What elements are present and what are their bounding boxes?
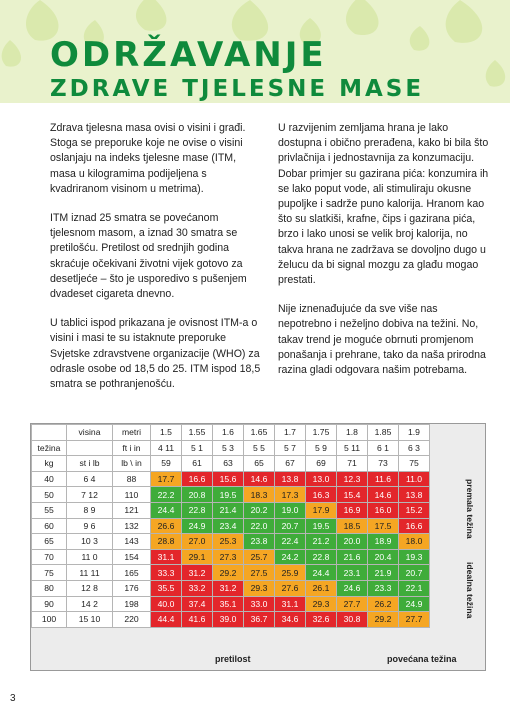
- bmi-value-cell: 19.5: [213, 487, 244, 503]
- weight-cell: 65: [32, 534, 67, 550]
- bmi-value-cell: 33.3: [151, 565, 182, 581]
- weight-cell: 70: [32, 549, 67, 565]
- bmi-value-cell: 31.1: [151, 549, 182, 565]
- bmi-value-cell: 33.2: [182, 580, 213, 596]
- bmi-value-cell: 13.8: [275, 471, 306, 487]
- bmi-value-cell: 21.2: [306, 534, 337, 550]
- weight-cell: 15 10: [67, 612, 113, 628]
- weight-cell: 121: [113, 502, 151, 518]
- table-header-cell: 65: [244, 456, 275, 472]
- table-row: [32, 487, 430, 503]
- weight-cell: 198: [113, 596, 151, 612]
- bmi-value-cell: 14.6: [368, 487, 399, 503]
- bmi-value-cell: 22.8: [306, 549, 337, 565]
- bmi-value-cell: 11.0: [399, 471, 430, 487]
- table-header-cell: 1.65: [244, 425, 275, 441]
- bmi-value-cell: 20.7: [275, 518, 306, 534]
- right-column: [278, 121, 490, 392]
- bmi-value-cell: 27.7: [399, 612, 430, 628]
- bmi-value-cell: 18.9: [368, 534, 399, 550]
- table-header-cell: 1.55: [182, 425, 213, 441]
- weight-cell: 90: [32, 596, 67, 612]
- bmi-value-cell: 22.1: [399, 580, 430, 596]
- bmi-value-cell: 25.3: [213, 534, 244, 550]
- page-number: 3: [10, 693, 16, 704]
- table-header-cell: 67: [275, 456, 306, 472]
- weight-cell: 100: [32, 612, 67, 628]
- bmi-value-cell: 21.4: [213, 502, 244, 518]
- bmi-value-cell: 31.2: [182, 565, 213, 581]
- weight-cell: 80: [32, 580, 67, 596]
- table-header-cell: 1.8: [337, 425, 368, 441]
- weight-cell: 40: [32, 471, 67, 487]
- table-row: [32, 534, 430, 550]
- weight-cell: 176: [113, 580, 151, 596]
- table-header-cell: 75: [399, 456, 430, 472]
- table-header-cell: visina: [67, 425, 113, 441]
- bmi-value-cell: 21.6: [337, 549, 368, 565]
- weight-cell: 88: [113, 471, 151, 487]
- table-header-cell: 61: [182, 456, 213, 472]
- weight-cell: 12 8: [67, 580, 113, 596]
- table-header-cell: 1.75: [306, 425, 337, 441]
- bmi-value-cell: 20.7: [399, 565, 430, 581]
- table-row: [32, 565, 430, 581]
- bmi-value-cell: 20.8: [182, 487, 213, 503]
- weight-cell: 11 11: [67, 565, 113, 581]
- bmi-value-cell: 27.3: [213, 549, 244, 565]
- bmi-value-cell: 13.0: [306, 471, 337, 487]
- bmi-table: [31, 424, 430, 628]
- bmi-value-cell: 15.4: [337, 487, 368, 503]
- table-header-cell: kg: [32, 456, 67, 472]
- weight-cell: 10 3: [67, 534, 113, 550]
- bmi-value-cell: 29.2: [368, 612, 399, 628]
- table-header-cell: 1.7: [275, 425, 306, 441]
- bmi-value-cell: 29.1: [182, 549, 213, 565]
- bmi-value-cell: 17.7: [151, 471, 182, 487]
- bmi-value-cell: 19.5: [306, 518, 337, 534]
- bmi-value-cell: 22.0: [244, 518, 275, 534]
- weight-cell: 143: [113, 534, 151, 550]
- bmi-value-cell: 18.3: [244, 487, 275, 503]
- table-row: [32, 612, 430, 628]
- bmi-value-cell: 13.8: [399, 487, 430, 503]
- bmi-value-cell: 25.9: [275, 565, 306, 581]
- bmi-value-cell: 19.3: [399, 549, 430, 565]
- bmi-value-cell: 33.0: [244, 596, 275, 612]
- table-header-cell: 6 1: [368, 440, 399, 456]
- table-row: [32, 580, 430, 596]
- bmi-value-cell: 26.6: [151, 518, 182, 534]
- table-header-cell: [67, 440, 113, 456]
- table-header-cell: 69: [306, 456, 337, 472]
- table-header-cell: 1.5: [151, 425, 182, 441]
- bmi-value-cell: 28.8: [151, 534, 182, 550]
- paragraph: U razvijenim zemljama hrana je lako dostupna i obično prerađena, kako bi bila što privlačnija i jednostavnija za konzumaciju. Dobar primjer su gazirana pića: konzumira ih se lako poput vode, ali stimuliraju okusne pupoljke i sadrže puno kalorija. Hranom kao što su slatkiši, krafne, čips i gazirana pića, brzo i lako unosi se velik broj kalorija, no takva hrana ne zadržava se dovoljno dugo u želucu da bi signal mozgu za glađu mogao prestati.: [278, 122, 489, 287]
- page-title: ODRŽAVANJE: [50, 35, 327, 75]
- bmi-value-cell: 18.5: [337, 518, 368, 534]
- page-subtitle: ZDRAVE TJELESNE MASE: [50, 76, 425, 102]
- bmi-value-cell: 41.6: [182, 612, 213, 628]
- weight-cell: 14 2: [67, 596, 113, 612]
- bmi-value-cell: 25.7: [244, 549, 275, 565]
- table-header-cell: 71: [337, 456, 368, 472]
- weight-cell: 75: [32, 565, 67, 581]
- table-header-cell: 1.6: [213, 425, 244, 441]
- paragraph: ITM iznad 25 smatra se povećanom tjelesnom masom, a iznad 30 smatra se pretilošću. Pretilost od srednjih godina skraćuje očekivani životni vijek gotovo za desetljeće – što je usporedivo s pušenjem dvadeset cigareta dnevno.: [50, 212, 247, 301]
- bmi-value-cell: 20.0: [337, 534, 368, 550]
- bmi-value-cell: 29.3: [306, 596, 337, 612]
- bmi-value-cell: 21.9: [368, 565, 399, 581]
- table-header-cell: težina: [32, 440, 67, 456]
- table-row: [32, 596, 430, 612]
- bmi-value-cell: 24.9: [182, 518, 213, 534]
- bmi-value-cell: 20.4: [368, 549, 399, 565]
- bmi-value-cell: 35.5: [151, 580, 182, 596]
- table-header-cell: 5 7: [275, 440, 306, 456]
- bmi-value-cell: 37.4: [182, 596, 213, 612]
- bmi-value-cell: 17.3: [275, 487, 306, 503]
- table-header-cell: 5 9: [306, 440, 337, 456]
- bmi-value-cell: 29.2: [213, 565, 244, 581]
- bmi-value-cell: 23.3: [368, 580, 399, 596]
- bmi-value-cell: 16.6: [399, 518, 430, 534]
- weight-cell: 132: [113, 518, 151, 534]
- bmi-value-cell: 16.0: [368, 502, 399, 518]
- table-header-cell: lb \ in: [113, 456, 151, 472]
- bmi-value-cell: 27.7: [337, 596, 368, 612]
- bmi-value-cell: 36.7: [244, 612, 275, 628]
- table-header-row: [32, 440, 430, 456]
- table-header-cell: 6 3: [399, 440, 430, 456]
- bmi-value-cell: 40.0: [151, 596, 182, 612]
- bmi-value-cell: 26.2: [368, 596, 399, 612]
- bmi-value-cell: 27.0: [182, 534, 213, 550]
- weight-cell: 50: [32, 487, 67, 503]
- bmi-value-cell: 24.9: [399, 596, 430, 612]
- weight-cell: 55: [32, 502, 67, 518]
- bmi-value-cell: 27.6: [275, 580, 306, 596]
- weight-cell: 165: [113, 565, 151, 581]
- weight-cell: 7 12: [67, 487, 113, 503]
- bmi-value-cell: 16.3: [306, 487, 337, 503]
- table-header-cell: 63: [213, 456, 244, 472]
- bmi-value-cell: 12.3: [337, 471, 368, 487]
- table-header-cell: 5 5: [244, 440, 275, 456]
- table-header-cell: 73: [368, 456, 399, 472]
- table-header-cell: ft i in: [113, 440, 151, 456]
- bmi-value-cell: 32.6: [306, 612, 337, 628]
- weight-cell: 220: [113, 612, 151, 628]
- table-header-cell: 5 11: [337, 440, 368, 456]
- table-header-row: [32, 456, 430, 472]
- bmi-value-cell: 44.4: [151, 612, 182, 628]
- bmi-value-cell: 22.4: [275, 534, 306, 550]
- weight-cell: 8 9: [67, 502, 113, 518]
- bmi-value-cell: 17.9: [306, 502, 337, 518]
- bmi-value-cell: 22.2: [151, 487, 182, 503]
- table-row: [32, 471, 430, 487]
- side-label-underweight: premala težina: [465, 479, 475, 539]
- bmi-value-cell: 11.6: [368, 471, 399, 487]
- bmi-value-cell: 23.4: [213, 518, 244, 534]
- bmi-value-cell: 34.6: [275, 612, 306, 628]
- table-header-cell: 5 1: [182, 440, 213, 456]
- bmi-value-cell: 19.0: [275, 502, 306, 518]
- table-header-cell: st i lb: [67, 456, 113, 472]
- bmi-value-cell: 23.8: [244, 534, 275, 550]
- bmi-value-cell: 27.5: [244, 565, 275, 581]
- bmi-value-cell: 17.5: [368, 518, 399, 534]
- bmi-value-cell: 18.0: [399, 534, 430, 550]
- bmi-value-cell: 22.8: [182, 502, 213, 518]
- bmi-value-cell: 31.2: [213, 580, 244, 596]
- table-header-cell: 5 3: [213, 440, 244, 456]
- paragraph: Zdrava tjelesna masa ovisi o visini i građi. Stoga se preporuke koje ne ovise o visini oslanjaju na indeks tjelesne mase (ITM, masa u kilogramima podijeljena s kvadriranom visinom u metrima).: [50, 122, 246, 195]
- table-row: [32, 549, 430, 565]
- bmi-value-cell: 24.6: [337, 580, 368, 596]
- bmi-value-cell: 16.9: [337, 502, 368, 518]
- bmi-value-cell: 29.3: [244, 580, 275, 596]
- table-header-cell: metri: [113, 425, 151, 441]
- table-header-cell: 59: [151, 456, 182, 472]
- bmi-value-cell: 20.2: [244, 502, 275, 518]
- bmi-value-cell: 16.6: [182, 471, 213, 487]
- bmi-value-cell: 15.2: [399, 502, 430, 518]
- bmi-value-cell: 24.2: [275, 549, 306, 565]
- table-row: [32, 518, 430, 534]
- left-column: [50, 121, 262, 406]
- side-label-ideal: idealna težina: [465, 562, 475, 619]
- bmi-value-cell: 23.1: [337, 565, 368, 581]
- bmi-value-cell: 31.1: [275, 596, 306, 612]
- weight-cell: 110: [113, 487, 151, 503]
- weight-cell: 6 4: [67, 471, 113, 487]
- weight-cell: 11 0: [67, 549, 113, 565]
- bottom-label-obese: pretilost: [215, 654, 251, 664]
- table-header-cell: 1.9: [399, 425, 430, 441]
- bmi-table-panel: [30, 423, 486, 671]
- bmi-value-cell: 15.6: [213, 471, 244, 487]
- bmi-value-cell: 26.1: [306, 580, 337, 596]
- bottom-label-overweight: povećana težina: [387, 654, 457, 664]
- weight-cell: 154: [113, 549, 151, 565]
- bmi-value-cell: 24.4: [151, 502, 182, 518]
- paragraph: U tablici ispod prikazana je ovisnost ITM-a o visini i masi te su istaknute preporuke Svjetske zdravstvene organizacije (WHO) za odrasle osobe od 18,5 do 25. ITM ispod 18,5 smatra se pothranjenošću.: [50, 317, 261, 391]
- bmi-value-cell: 35.1: [213, 596, 244, 612]
- table-row: [32, 502, 430, 518]
- table-header-row: [32, 425, 430, 441]
- paragraph: Nije iznenađujuće da sve više nas nepotrebno i neželjno dobiva na težini. No, takav trend je moguće obrnuti promjenom ponašanja i prehrane, tako da naša prirodna razina gladi odgovara našim potrebama.: [278, 303, 486, 377]
- table-header-cell: 1.85: [368, 425, 399, 441]
- table-header-cell: [32, 425, 67, 441]
- bmi-value-cell: 24.4: [306, 565, 337, 581]
- weight-cell: 60: [32, 518, 67, 534]
- weight-cell: 9 6: [67, 518, 113, 534]
- bmi-value-cell: 39.0: [213, 612, 244, 628]
- table-header-cell: 4 11: [151, 440, 182, 456]
- bmi-value-cell: 14.6: [244, 471, 275, 487]
- header-band: [0, 0, 510, 103]
- bmi-value-cell: 30.8: [337, 612, 368, 628]
